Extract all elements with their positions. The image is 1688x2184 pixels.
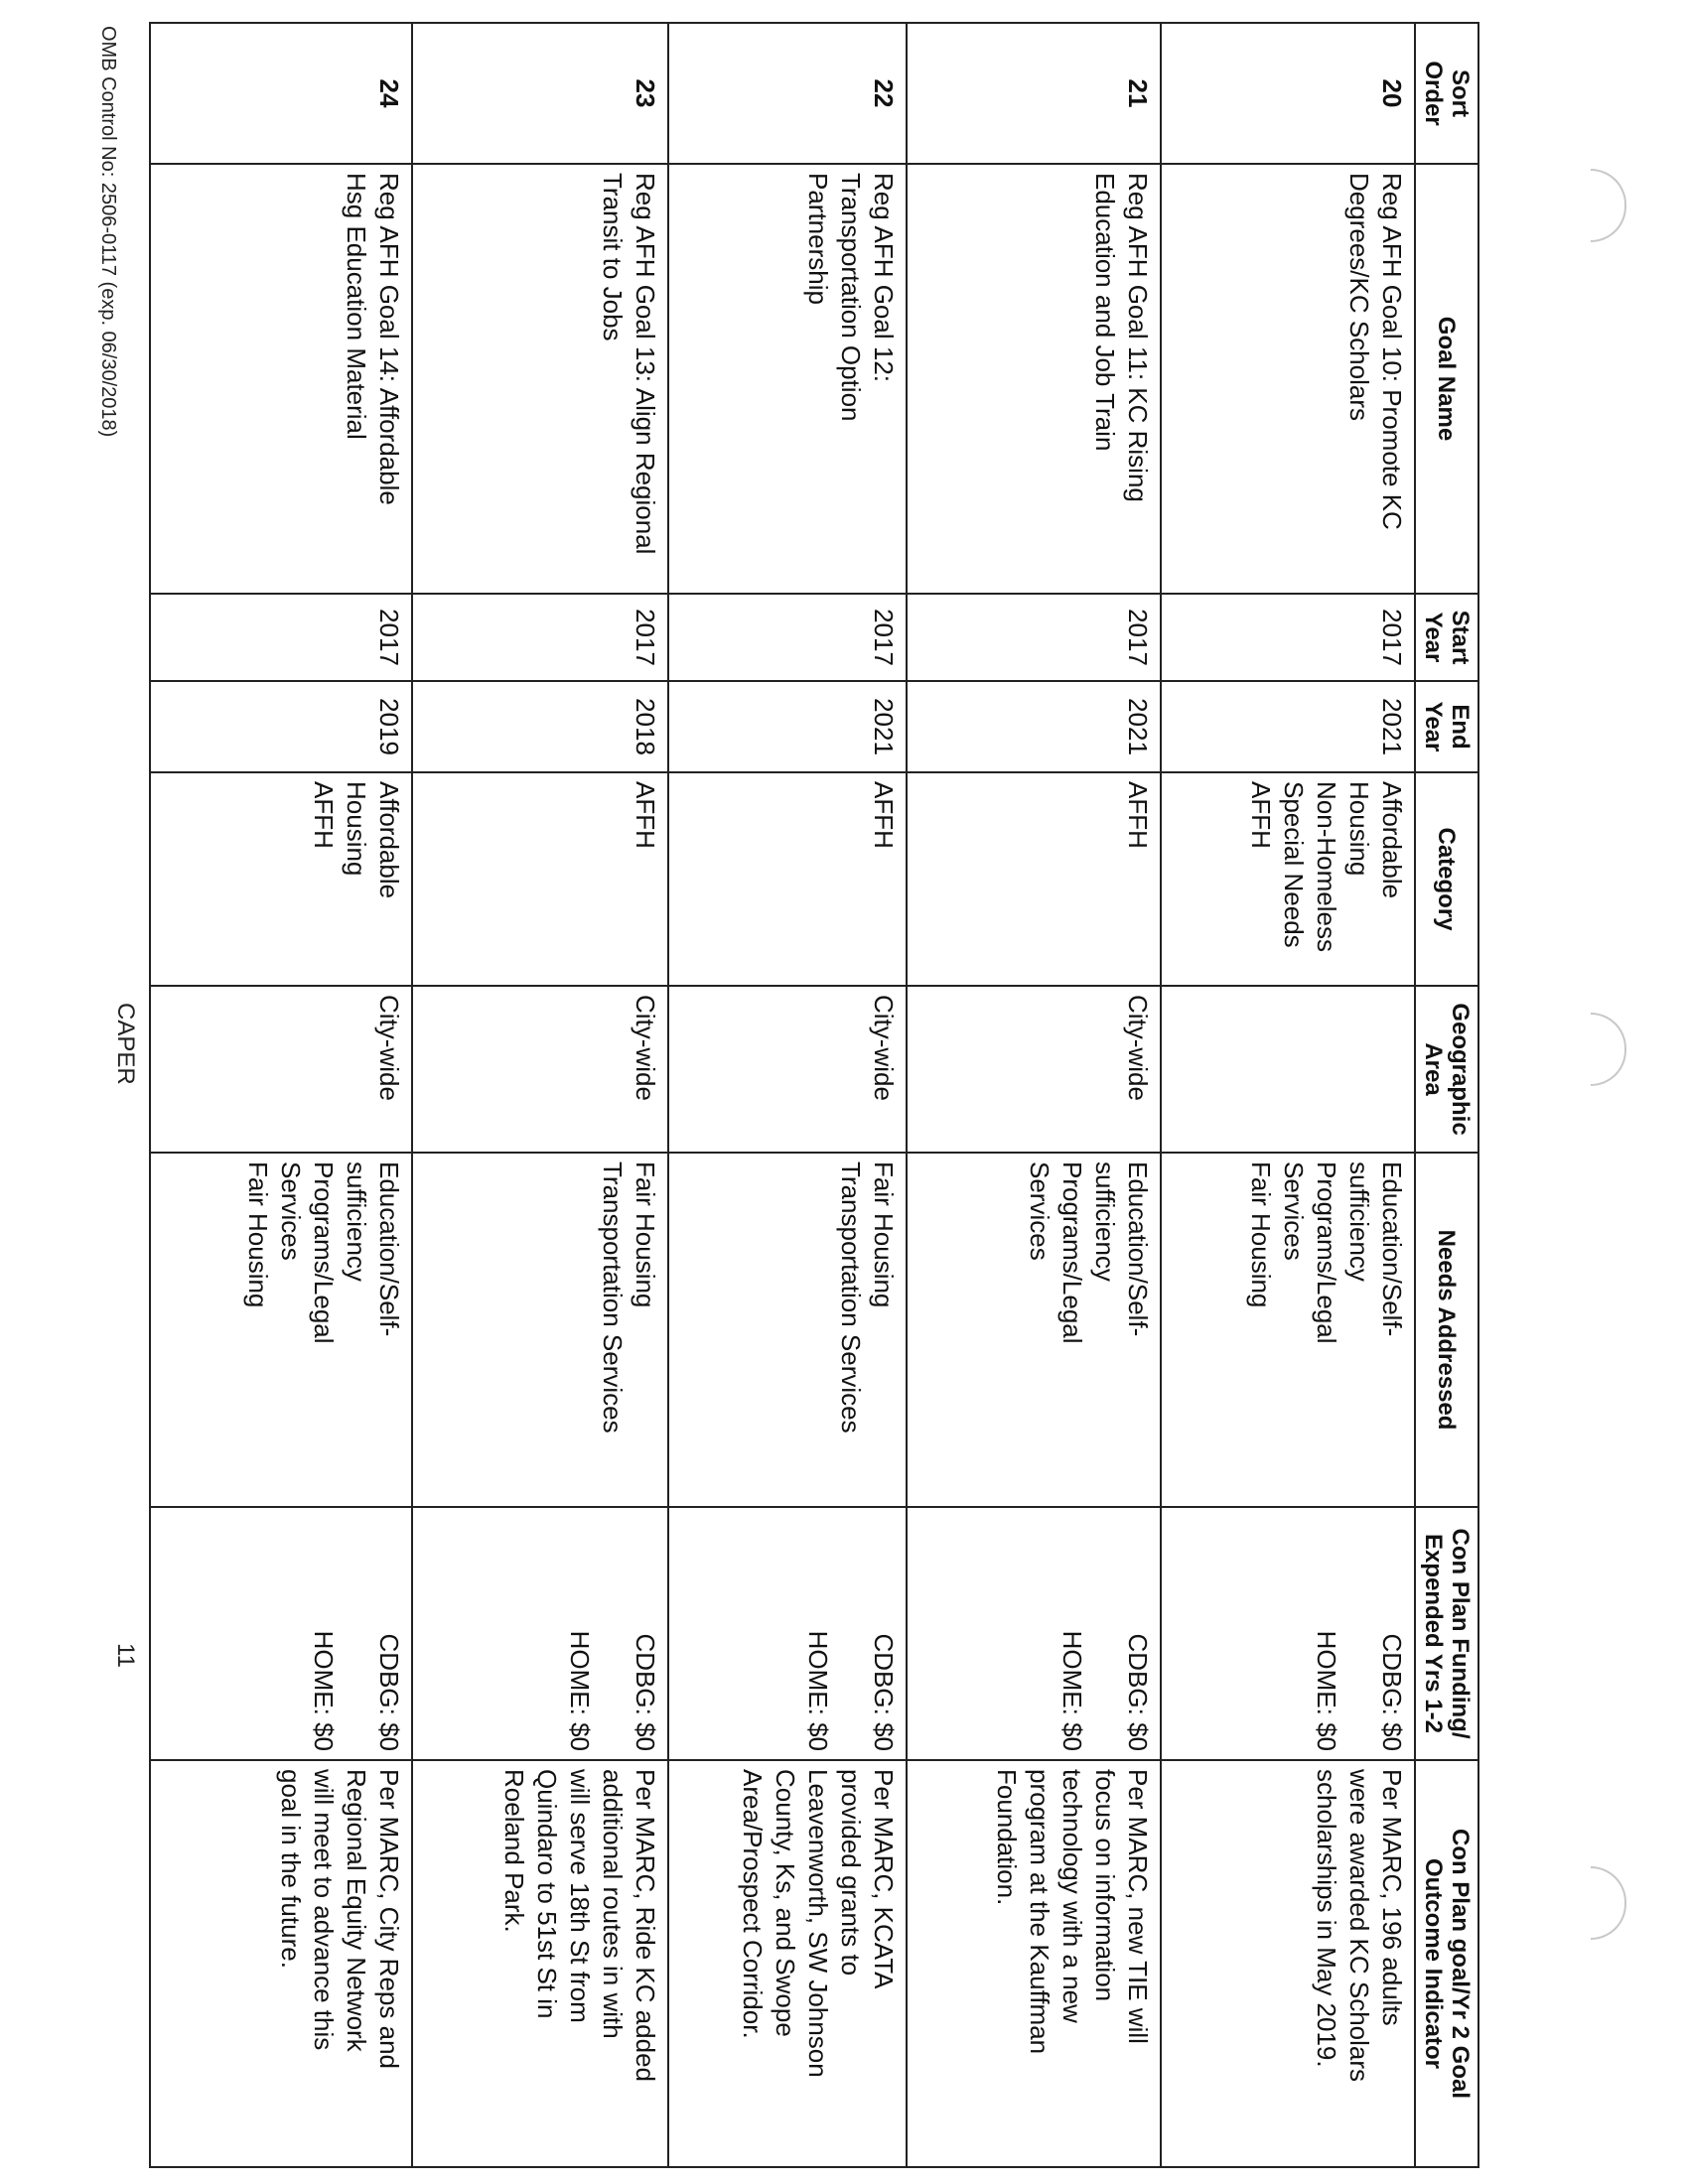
cell-line: Fair Housing — [631, 1161, 660, 1308]
cell-line: Services — [1279, 1161, 1309, 1261]
cell-line: sufficiency — [342, 1161, 371, 1282]
cell-text: 2021 — [869, 698, 899, 755]
cell-line: Affordable — [1377, 781, 1407, 899]
funding-home: HOME: $0 — [1057, 1630, 1087, 1751]
cell-line: Special Needs — [1279, 781, 1309, 948]
cell-text: 2017 — [869, 609, 899, 666]
funding-cdbg: CDBG: $0 — [374, 1633, 404, 1751]
header-sort-order: Sort Order — [1415, 23, 1478, 164]
cell-line: were awarded KC Scholars — [1344, 1769, 1374, 2083]
cell-text: 20 — [1377, 78, 1407, 108]
start-year-cell — [412, 594, 668, 681]
cell-line: program at the Kauffman — [1025, 1769, 1055, 2055]
cell-line: Roeland Park. — [499, 1769, 529, 1933]
cell-line: Services — [276, 1161, 306, 1261]
cell-text: 21 — [1123, 78, 1153, 108]
start-year-cell — [1161, 594, 1415, 681]
end-year-cell — [1161, 681, 1415, 772]
cell-text: 23 — [631, 78, 660, 108]
category-cell — [150, 772, 412, 986]
cell-line: sufficiency — [1344, 1161, 1374, 1282]
cell-line: Affordable — [374, 781, 404, 899]
cell-text: 2017 — [1377, 609, 1407, 666]
needs-addressed-cell — [150, 1153, 412, 1507]
funding-home: HOME: $0 — [1312, 1630, 1341, 1751]
funding-cdbg: CDBG: $0 — [869, 1633, 899, 1751]
funding-cell — [668, 1507, 907, 1760]
header-start-year: Start Year — [1415, 594, 1478, 681]
cell-line: Area/Prospect Corridor. — [738, 1769, 768, 2039]
header-category: Category — [1415, 772, 1478, 986]
geographic-area-cell — [668, 986, 907, 1153]
cell-line: Per MARC, KCATA — [869, 1769, 899, 1989]
end-year-cell — [668, 681, 907, 772]
cell-line: Housing — [1344, 781, 1374, 877]
cell-line: Reg AFH Goal 13: Align Regional — [631, 173, 660, 555]
cell-line: AFFH — [631, 781, 660, 849]
cell-line: Per MARC, new TIE will — [1123, 1769, 1153, 2044]
funding-home: HOME: $0 — [803, 1630, 833, 1751]
cell-line: sufficiency — [1090, 1161, 1120, 1282]
cell-line: Programs/Legal — [309, 1161, 339, 1344]
goal-name-cell — [1161, 164, 1415, 594]
header-goal-name: Goal Name — [1415, 164, 1478, 594]
cell-line: Quindaro to 51st St in — [532, 1769, 562, 2019]
funding-cdbg: CDBG: $0 — [631, 1633, 660, 1751]
cell-line: County, Ks, and Swope — [771, 1769, 800, 2037]
cell-line: Transportation Services — [836, 1161, 866, 1433]
page-number: 11 — [112, 1643, 139, 1668]
cell-line: AFFH — [1123, 781, 1153, 849]
cell-line: scholarships in May 2019. — [1312, 1769, 1341, 2068]
cell-line: Reg AFH Goal 14: Affordable — [374, 173, 404, 505]
table-row — [668, 23, 907, 2167]
cell-line: Fair Housing — [1246, 1161, 1276, 1308]
funding-home: HOME: $0 — [565, 1630, 595, 1751]
outcome-indicator-cell — [1161, 1760, 1415, 2167]
geographic-area-cell — [1161, 986, 1415, 1153]
goals-table-body — [150, 23, 1415, 2167]
table-row — [150, 23, 412, 2167]
needs-addressed-cell — [412, 1153, 668, 1507]
needs-addressed-cell — [668, 1153, 907, 1507]
outcome-indicator-cell — [150, 1760, 412, 2167]
geographic-area-cell — [907, 986, 1161, 1153]
end-year-cell — [907, 681, 1161, 772]
category-cell — [668, 772, 907, 986]
cell-text: 2021 — [1123, 698, 1153, 755]
cell-line: Education and Job Train — [1090, 173, 1120, 452]
cell-line: Regional Equity Network — [342, 1769, 371, 2052]
cell-text: 24 — [374, 78, 404, 108]
cell-line: focus on information — [1090, 1769, 1120, 2002]
needs-addressed-cell — [907, 1153, 1161, 1507]
header-outcome: Con Plan goal/Yr 2 Goal Outcome Indicator — [1415, 1760, 1478, 2167]
header-needs-addressed: Needs Addressed — [1415, 1153, 1478, 1507]
sort-order-cell — [412, 23, 668, 164]
funding-cdbg: CDBG: $0 — [1123, 1633, 1153, 1751]
cell-line: Per MARC, Ride KC added — [631, 1769, 660, 2083]
cell-line: AFFH — [869, 781, 899, 849]
sort-order-cell — [668, 23, 907, 164]
cell-line: will meet to advance this — [309, 1769, 339, 2051]
cell-line: Transportation Services — [598, 1161, 628, 1433]
geographic-area-cell — [412, 986, 668, 1153]
cell-line: Transportation Option — [836, 173, 866, 422]
document-title-caper: CAPER — [112, 1003, 139, 1085]
cell-line: Education/Self- — [374, 1161, 404, 1337]
cell-line: Reg AFH Goal 12: — [869, 173, 899, 382]
funding-cdbg: CDBG: $0 — [1377, 1633, 1407, 1751]
start-year-cell — [907, 594, 1161, 681]
sort-order-cell — [150, 23, 412, 164]
cell-text: 2017 — [374, 609, 404, 666]
goal-name-cell — [668, 164, 907, 594]
category-cell — [412, 772, 668, 986]
outcome-indicator-cell — [412, 1760, 668, 2167]
cell-line: Transit to Jobs — [598, 173, 628, 341]
cell-line: technology with a new — [1057, 1769, 1087, 2023]
cell-text: City-wide — [374, 995, 404, 1101]
start-year-cell — [150, 594, 412, 681]
cell-line: Housing — [342, 781, 371, 877]
cell-line: AFFH — [1246, 781, 1276, 849]
cell-line: Per MARC, 196 adults — [1377, 1769, 1407, 2026]
funding-cell — [412, 1507, 668, 1760]
cell-line: will serve 18th St from — [565, 1769, 595, 2023]
cell-text: 22 — [869, 78, 899, 108]
end-year-cell — [412, 681, 668, 772]
table-row — [1161, 23, 1415, 2167]
omb-control-number: OMB Control No: 2506-0117 (exp. 06/30/2018) — [97, 26, 119, 438]
outcome-indicator-cell — [668, 1760, 907, 2167]
cell-line: Fair Housing — [869, 1161, 899, 1308]
table-row — [412, 23, 668, 2167]
sort-order-cell — [1161, 23, 1415, 164]
cell-text: 2017 — [631, 609, 660, 666]
cell-line: Hsg Education Material — [342, 173, 371, 440]
cell-text: City-wide — [869, 995, 899, 1101]
category-cell — [907, 772, 1161, 986]
cell-text: 2017 — [1123, 609, 1153, 666]
cell-text: City-wide — [631, 995, 660, 1101]
funding-home: HOME: $0 — [309, 1630, 339, 1751]
table-row — [907, 23, 1161, 2167]
cell-line: additional routes in with — [598, 1769, 628, 2039]
geographic-area-cell — [150, 986, 412, 1153]
cell-line: goal in the future. — [276, 1769, 306, 1969]
cell-line: Per MARC, City Reps and — [374, 1769, 404, 2069]
funding-cell — [150, 1507, 412, 1760]
header-end-year: End Year — [1415, 681, 1478, 772]
sort-order-cell — [907, 23, 1161, 164]
cell-line: Leavenworth, SW Johnson — [803, 1769, 833, 2078]
cell-line: Reg AFH Goal 11: KC Rising — [1123, 173, 1153, 502]
cell-line: Services — [1025, 1161, 1055, 1261]
cell-line: Non-Homeless — [1312, 781, 1341, 952]
goals-table — [149, 22, 1479, 2168]
cell-line: AFFH — [309, 781, 339, 849]
end-year-cell — [150, 681, 412, 772]
cell-text: 2019 — [374, 698, 404, 755]
goal-name-cell — [412, 164, 668, 594]
goal-name-cell — [907, 164, 1161, 594]
cell-line: Degrees/KC Scholars — [1344, 173, 1374, 421]
header-funding: Con Plan Funding/ Expended Yrs 1-2 — [1415, 1507, 1478, 1760]
cell-line: Programs/Legal — [1312, 1161, 1341, 1344]
cell-line: Partnership — [803, 173, 833, 305]
cell-line: Foundation. — [992, 1769, 1022, 1906]
cell-text: 2018 — [631, 698, 660, 755]
cell-line: Education/Self- — [1123, 1161, 1153, 1337]
cell-line: Fair Housing — [243, 1161, 273, 1308]
cell-line: Reg AFH Goal 10: Promote KC — [1377, 173, 1407, 530]
cell-line: provided grants to — [836, 1769, 866, 1977]
start-year-cell — [668, 594, 907, 681]
category-cell — [1161, 772, 1415, 986]
cell-line: Education/Self- — [1377, 1161, 1407, 1337]
outcome-indicator-cell — [907, 1760, 1161, 2167]
header-row — [1415, 23, 1478, 2167]
needs-addressed-cell — [1161, 1153, 1415, 1507]
funding-cell — [907, 1507, 1161, 1760]
goal-name-cell — [150, 164, 412, 594]
header-geographic-area: Geographic Area — [1415, 986, 1478, 1153]
funding-cell — [1161, 1507, 1415, 1760]
cell-line: Programs/Legal — [1057, 1161, 1087, 1344]
cell-text: 2021 — [1377, 698, 1407, 755]
cell-text: City-wide — [1123, 995, 1153, 1101]
